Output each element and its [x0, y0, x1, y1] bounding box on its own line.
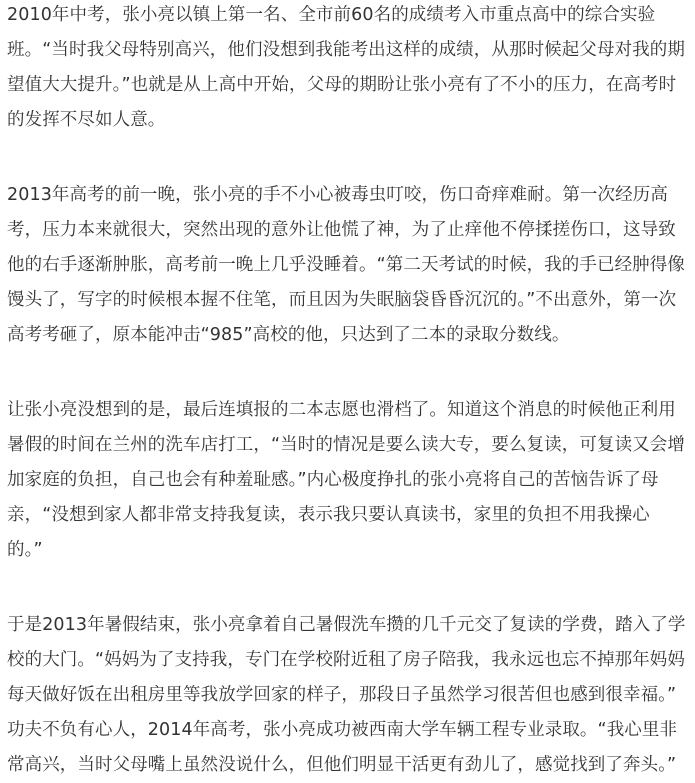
- paragraph-line: 校的大门。“妈妈为了支持我，专门在学校附近租了房子陪我，我永远也忘不掉那年妈妈: [7, 650, 685, 670]
- paragraph-line: 班。“当时我父母特别高兴，他们没想到我能考出这样的成绩，从那时候起父母对我的期: [7, 40, 685, 60]
- paragraph-gap: [7, 138, 695, 178]
- paragraph-line: 2013年高考的前一晚，张小亮的手不小心被毒虫叮咬，伤口奇痒难耐。第一次经历高: [7, 185, 668, 205]
- paragraph-line: 每天做好饭在出租房里等我放学回家的样子，那段日子虽然学习很苦但也感到很幸福。”: [7, 685, 677, 705]
- paragraph-line: 的发挥不尽如人意。: [7, 110, 166, 130]
- paragraph-line: 高考考砸了，原本能冲击“985”高校的他，只达到了二本的录取分数线。: [7, 325, 570, 345]
- paragraph-line: 馒头了，写字的时候根本握不住笔，而且因为失眠脑袋昏昏沉沉的。”不出意外，第一次: [7, 290, 677, 310]
- paragraph-line: 让张小亮没想到的是，最后连填报的二本志愿也滑档了。知道这个消息的时候他正利用: [7, 400, 676, 420]
- paragraph-3: [7, 393, 695, 568]
- paragraph-1: [7, 0, 695, 138]
- paragraph-2: [7, 178, 695, 353]
- paragraph-line: 2010年中考，张小亮以镇上第一名、全市前60名的成绩考入市重点高中的综合实验: [7, 5, 656, 25]
- paragraph-4: [7, 608, 695, 783]
- paragraph-line: 暑假的时间在兰州的洗车店打工，“当时的情况是要么读大专，要么复读，可复读又会增: [7, 435, 685, 455]
- paragraph-line: 望值大大提升。”也就是从上高中开始，父母的期盼让张小亮有了不小的压力，在高考时: [7, 75, 677, 95]
- paragraph-line: 他的右手逐渐肿胀，高考前一晚上几乎没睡着。“第二天考试的时候，我的手已经肿得像: [7, 255, 685, 275]
- paragraph-line: 于是2013年暑假结束，张小亮拿着自己暑假洗车攒的几千元交了复读的学费，踏入了学: [7, 615, 686, 635]
- paragraph-gap: [7, 353, 695, 393]
- paragraph-gap: [7, 568, 695, 608]
- paragraph-line: 功夫不负有心人，2014年高考，张小亮成功被西南大学车辆工程专业录取。“我心里非: [7, 720, 678, 740]
- paragraph-line: 考，压力本来就很大，突然出现的意外让他慌了神，为了止痒他不停揉搓伤口，这导致: [7, 220, 676, 240]
- paragraph-line: 常高兴，当时父母嘴上虽然没说什么，但他们明显干活更有劲儿了，感觉找到了奔头。”: [7, 755, 677, 775]
- paragraph-line: 的。”: [7, 540, 43, 560]
- paragraph-line: 加家庭的负担，自己也会有种羞耻感。”内心极度挣扎的张小亮将自己的苦恼告诉了母: [7, 470, 659, 490]
- paragraph-line: 亲，“没想到家人都非常支持我复读，表示我只要认真读书，家里的负担不用我操心: [7, 505, 650, 525]
